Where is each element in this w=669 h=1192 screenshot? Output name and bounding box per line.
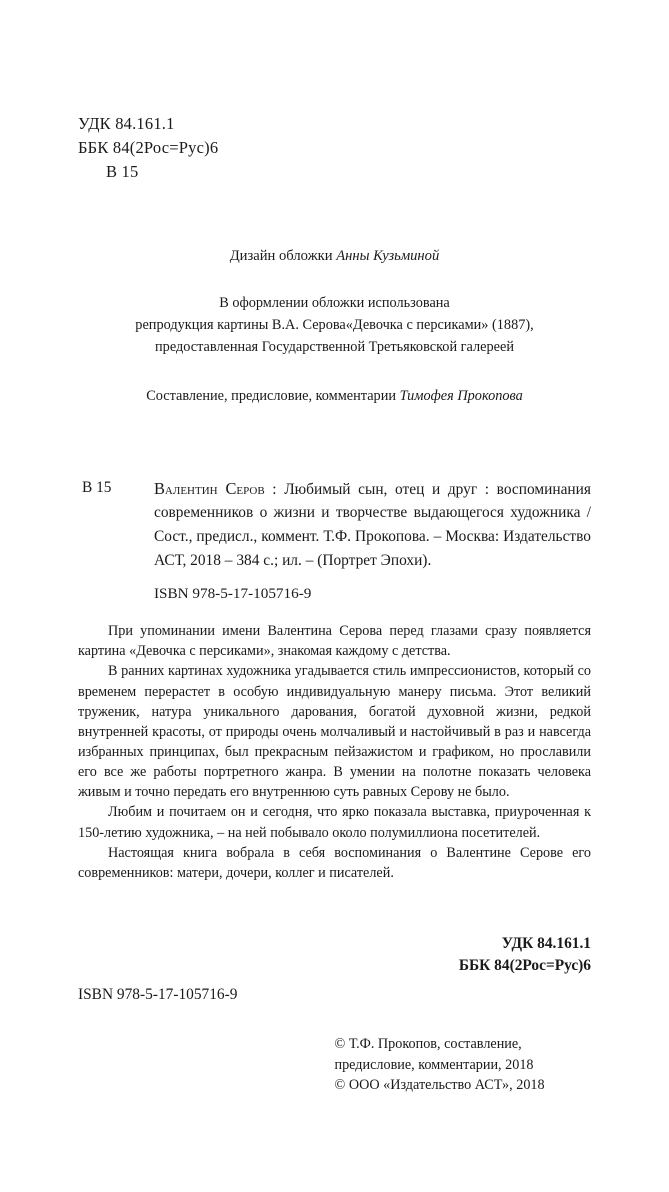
imprint-page bbox=[0, 112, 669, 1192]
cover-designer-prefix: Дизайн обложки bbox=[229, 247, 337, 264]
annotation-paragraph: В ранних картинах художника угадывается стиль импрессионистов, который со временем перерастет в особую индивидуальную манеру письма. Этот великий труженик, натура уникального дарования, богатой духовной жизни, редкой внутренней красоты, от природы очень молчаливый и настойчивый в раз и навсегда избранных принципах, был прекрасным пейзажистом и графиком, но прославили его все же работы портретного жанра. В умении на полотне показать человека живым и точно передать его внутреннюю суть равных Серову не было. bbox=[78, 663, 591, 801]
shelf-sigil: В 15 bbox=[106, 161, 139, 181]
cover-note bbox=[78, 292, 591, 358]
udc-code-bottom: УДК 84.161.1 bbox=[501, 935, 591, 953]
catalog-description: : Любимый сын, отец и друг : воспоминания современников о жизни и творчестве выдающегося художника /Сост., предисл., коммент. Т.Ф. Прокопова. – Москва: Издательство АСТ, 2018 – 384 с.; ил. – (Портрет Эпохи). bbox=[154, 480, 591, 570]
copyright-line: © ООО «Издательство АСТ», 2018 bbox=[334, 1077, 545, 1094]
catalog-author-title: Валентин Серов bbox=[154, 478, 265, 498]
annotation-block bbox=[78, 621, 591, 883]
catalog-record bbox=[78, 476, 591, 574]
cover-designer-line bbox=[78, 246, 591, 268]
udc-code: УДК 84.161.1 bbox=[78, 114, 175, 133]
udc-block-top bbox=[78, 112, 591, 184]
bbk-code: ББК 84(2Рос=Рус)6 bbox=[78, 137, 219, 157]
copyright-line: предисловие, комментарии, 2018 bbox=[334, 1056, 534, 1073]
cover-designer-name: Анны Кузьминой bbox=[336, 247, 440, 264]
udc-block-bottom bbox=[78, 933, 591, 976]
bbk-code-bottom: ББК 84(2Рос=Рус)6 bbox=[458, 956, 591, 974]
imprint-footer bbox=[78, 933, 591, 1096]
annotation-paragraph: Настоящая книга вобрала в себя воспоминания о Валентине Серове его современников: матери, дочери, коллег и писателей. bbox=[78, 844, 591, 881]
annotation-paragraph: При упоминании имени Валентина Серова перед глазами сразу появляется картина «Девочка с персиками», знакомая каждому с детства. bbox=[78, 623, 591, 660]
cover-note-line-2: репродукция картины В.А. Серова«Девочка с персиками» (1887), bbox=[135, 316, 534, 333]
compiler-prefix: Составление, предисловие, комментарии bbox=[146, 388, 400, 405]
annotation-paragraph: Любим и почитаем он и сегодня, что ярко показала выставка, приуроченная к 150-летию художника, – на ней побывало около полумиллиона посетителей. bbox=[78, 804, 591, 841]
cover-note-line-3: предоставленная Государственной Третьяковской галереей bbox=[155, 338, 514, 355]
compiler-line bbox=[78, 386, 591, 407]
copyright-block bbox=[335, 1034, 592, 1096]
compiler-name: Тимофея Прокопова bbox=[399, 388, 523, 405]
catalog-isbn: ISBN 978-5-17-105716-9 bbox=[154, 585, 312, 603]
copyright-line: © Т.Ф. Прокопов, составление, bbox=[334, 1036, 522, 1053]
cover-note-line-1: В оформлении обложки использована bbox=[219, 294, 450, 311]
isbn-footer: ISBN 978-5-17-105716-9 bbox=[78, 986, 238, 1004]
credits-block bbox=[78, 246, 591, 408]
catalog-sigil: В 15 bbox=[82, 478, 112, 496]
